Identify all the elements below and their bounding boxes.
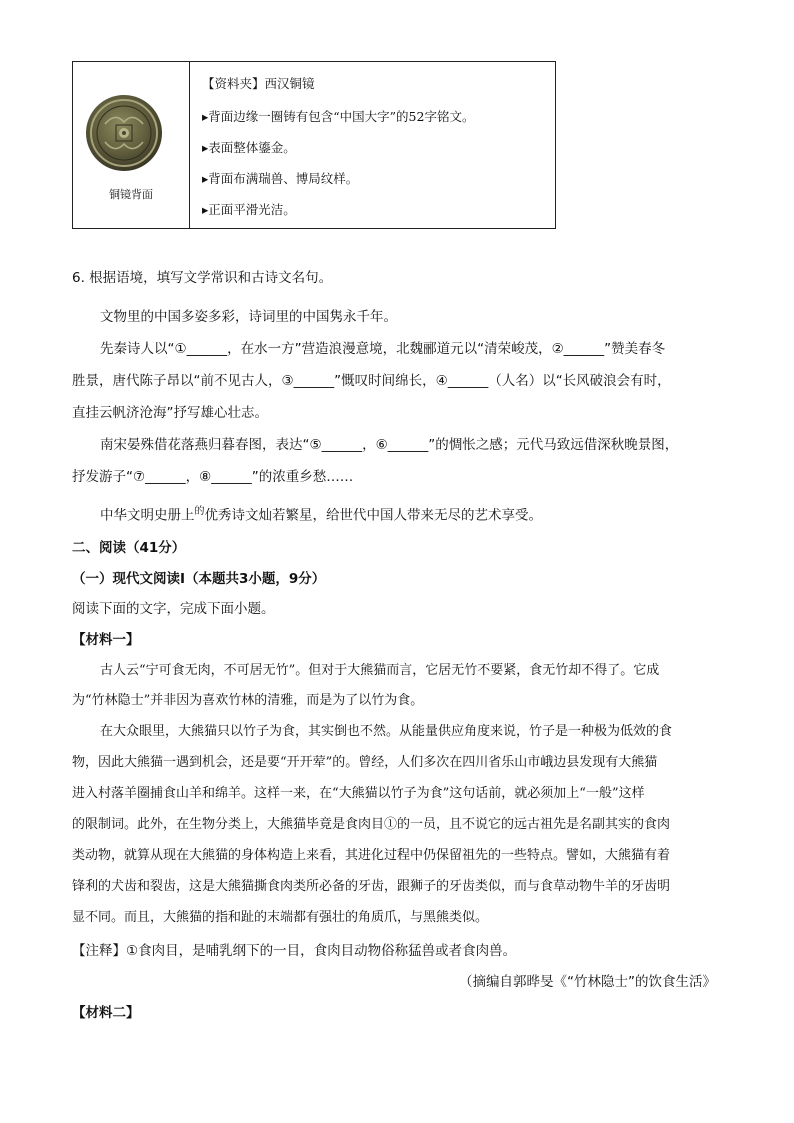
resource-box <box>72 61 556 229</box>
material-1-line: 物，因此大熊猫一遇到机会，还是要“开开荤”的。曾经，人们多次在四川省乐山市峨边县发现有大熊猫 <box>72 755 658 770</box>
section-title: 二、阅读（41分） <box>72 540 186 556</box>
q6-line: 胜景，唐代陈子昂以“前不见古人，③______”慨叹时间绵长，④______（人名）以“长风破浪会有时， <box>72 373 671 389</box>
q6-line: 直挂云帆济沧海”抒写雄心壮志。 <box>72 405 268 421</box>
resource-bullet: ▸背面边缘一圈铸有包含“中国大字”的52字铭文。 <box>202 109 475 124</box>
material-1-line: 锋利的犬齿和裂齿，这是大熊猫撕食肉类所必备的牙齿，跟狮子的牙齿类似，而与食草动物牛羊的牙齿明 <box>72 879 671 894</box>
image-caption: 铜镜背面 <box>109 188 153 201</box>
material-1-label: 【材料一】 <box>72 632 140 648</box>
material-1-line: 古人云“宁可食无肉，不可居无竹”。但对于大熊猫而言，它居无竹不要紧，食无竹却不得了。它成 <box>100 663 660 678</box>
resource-text <box>190 62 555 228</box>
q6-line: 文物里的中国多姿多彩，诗词里的中国隽永千年。 <box>100 309 397 325</box>
resource-bullet: ▸正面平滑光洁。 <box>202 202 296 217</box>
question-6-prompt: 6. 根据语境，填写文学常识和古诗文名句。 <box>72 270 333 286</box>
bronze-mirror-image <box>85 94 163 172</box>
q6-line: 先秦诗人以“①______，在水一方”营造浪漫意境，北魏郦道元以“清荣峻茂，②______”赞美春冬 <box>100 341 666 357</box>
material-1-line: 为“竹林隐士”并非因为喜欢竹林的清雅，而是为了以竹为食。 <box>72 693 424 708</box>
material-2-label: 【材料二】 <box>72 1005 140 1021</box>
material-1-line: 的限制词。此外，在生物分类上，大熊猫毕竟是食肉目①的一员，且不说它的远古祖先是名副其实的食肉 <box>72 817 671 832</box>
section-instruction: 阅读下面的文字，完成下面小题。 <box>72 601 275 617</box>
q6-line: 抒发游子“⑦______，⑧______”的浓重乡愁…… <box>72 469 354 485</box>
closing-sup: 的 <box>194 506 205 517</box>
footnote: 【注释】①食肉目，是哺乳纲下的一目，食肉目动物俗称猛兽或者食肉兽。 <box>72 943 517 959</box>
source-citation: （摘编自郭晔旻《“竹林隐士”的饮食生活》 <box>459 974 716 990</box>
q6-closing <box>100 502 542 526</box>
material-1-line: 类动物，就算从现在大熊猫的身体构造上来看，其进化过程中仍保留祖先的一些特点。譬如，大熊猫有着 <box>72 848 671 863</box>
material-1-line: 显不同。而且，大熊猫的指和趾的末端都有强壮的角质爪，与黑熊类似。 <box>72 910 489 925</box>
resource-bullet: ▸背面布满瑞兽、博局纹样。 <box>202 171 359 186</box>
image-cell <box>73 62 190 228</box>
material-1-line: 在大众眼里，大熊猫只以竹子为食，其实倒也不然。从能量供应角度来说，竹子是一种极为低效的食 <box>100 724 673 739</box>
q6-line: 南宋晏殊借花落燕归暮春图，表达“⑤______，⑥______”的惆怅之感；元代马致远借深秋晚景图， <box>100 437 679 453</box>
resource-title: 【资料夹】西汉铜镜 <box>202 76 315 91</box>
closing-pre: 中华文明史册上 <box>100 507 195 524</box>
material-1-line: 进入村落羊圈捕食山羊和绵羊。这样一来，在“大熊猫以竹子为食”这句话前，就必须加上“一般”这样 <box>72 786 645 801</box>
resource-bullet: ▸表面整体鎏金。 <box>202 140 296 155</box>
closing-post: 优秀诗文灿若繁星，给世代中国人带来无尽的艺术享受。 <box>204 507 542 524</box>
section-subtitle: （一）现代文阅读Ⅰ（本题共3小题，9分） <box>72 571 326 587</box>
